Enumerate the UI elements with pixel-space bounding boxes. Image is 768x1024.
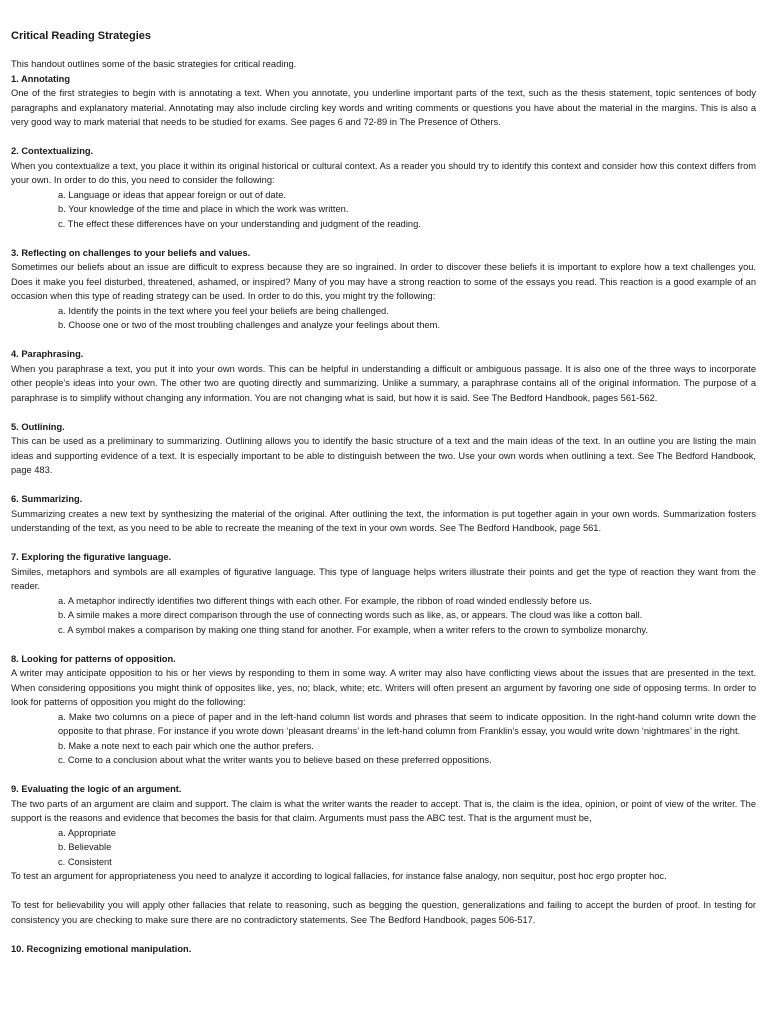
section-heading: 8. Looking for patterns of opposition. (11, 653, 176, 664)
section-body: Sometimes our beliefs about an issue are difficult to express because they are so ingrained. In order to discover these beliefs it is important to explore how a text challenges you. Does it make you feel disturbed, threatened, ashamed, or inspired? Many of you may have a strong reaction to some of the essays you read. This reaction is a good example of an occasion when this type of reading strategy can be used. In order to do this, you might try the following: (11, 262, 756, 301)
section-heading: 4. Paraphrasing. (11, 349, 84, 359)
list-item: a. A metaphor indirectly identifies two different things with each other. For example, the ribbon of road winded endlessly before us. (58, 595, 592, 606)
section-patterns-of-opposition (11, 652, 756, 768)
page-title: Critical Reading Strategies (11, 30, 151, 42)
section-emotional-manipulation (11, 942, 756, 957)
section-figurative-language (11, 550, 756, 637)
list-item: b. A simile makes a more direct comparison through the use of connecting words such as like, as, or appears. The cloud was like a cotton ball. (58, 610, 643, 620)
section-list (11, 710, 756, 768)
section-body: Similes, metaphors and symbols are all examples of figurative language. This type of language helps writers illustrate their points and get the type of reaction they want from the reader. (11, 566, 756, 591)
section-heading: 9. Evaluating the logic of an argument. (11, 784, 182, 794)
section-annotating (11, 72, 756, 130)
section-reflecting (11, 246, 756, 333)
section-body: Summarizing creates a new text by synthesizing the material of the original. After outlining the text, the information is put together again in your own words. Summarization fosters understanding of the text, as you need to be able to recreate the meaning of the text in your own words. See The Bedford Handbook, page 561. (11, 508, 756, 533)
section-outlining (11, 420, 756, 478)
section-heading: 3. Reflecting on challenges to your beliefs and values. (11, 247, 251, 258)
section-body: One of the first strategies to begin with is annotating a text. When you annotate, you underline important parts of the text, such as the thesis statement, topic sentences of body paragraphs and explanatory material. Annotating may also include circling key words and writing comments or questions you have about the material in the margins. This is also a very good way to mark material that needs to be studied for exams. See pages 6 and 72-89 in The Presence of Others. (11, 88, 756, 127)
section-heading: 1. Annotating (11, 73, 71, 84)
list-item: c. The effect these differences have on your understanding and judgment of the reading. (58, 218, 421, 229)
list-item: a. Make two columns on a piece of paper and in the left-hand column list words and phrases that seem to indicate opposition. In the right-hand column write down the opposite to that phrase. For instance if you wrote down ‘pleasant dreams’ in the left-hand column from Franklin’s essay, you would write down ‘nightmares’ in the right. (58, 711, 756, 736)
list-item: b. Choose one or two of the most troubling challenges and analyze your feelings about them. (58, 320, 440, 330)
list-item: b. Believable (58, 842, 112, 852)
section-body: When you paraphrase a text, you put it into your own words. This can be helpful in understanding a difficult or ambiguous passage. It is also one of the three ways to incorporate other people’s ideas into your own. The other two are quoting directly and summarizing. Unlike a summary, a paraphrase contains all of the original information. The purpose of a paraphrase is to simplify without changing any information. You are not changing what is said, but how it is said. See The Bedford Handbook, pages 561-562. (11, 363, 756, 403)
section-contextualizing (11, 144, 756, 231)
section-body: The two parts of an argument are claim and support. The claim is what the writer wants the reader to accept. That is, the claim is the idea, opinion, or point of view of the writer. The support is the reasons and evidence that becomes the basis for that claim. Arguments must pass the ABC test. That is the argument must be, (11, 798, 756, 823)
list-item: a. Identify the points in the text where you feel your beliefs are being challenged. (58, 305, 389, 316)
list-item: c. Consistent (58, 856, 112, 867)
section-paraphrasing (11, 347, 756, 405)
list-item: c. Come to a conclusion about what the writer wants you to believe based on these preferred oppositions. (58, 755, 492, 765)
section-heading: 6. Summarizing. (11, 494, 83, 504)
section-heading: 7. Exploring the figurative language. (11, 552, 172, 562)
section-heading: 5. Outlining. (11, 421, 65, 432)
list-item: b. Your knowledge of the time and place in which the work was written. (58, 204, 349, 214)
section-list (11, 594, 756, 638)
section-list (11, 304, 756, 333)
section-list (11, 826, 756, 870)
section-body: This can be used as a preliminary to summarizing. Outlining allows you to identify the basic structure of a text and the main ideas of the text. In an outline you are listing the main ideas and supporting evidence of a text. It is especially important to be able to distinguish between the two. Use your own words when outlining a text. See The Bedford Handbook, page 483. (11, 436, 756, 475)
section-body: When you contextualize a text, you place it within its original historical or cultural context. As a reader you should try to identify this context and consider how this context differs from your own. In order to do this, you need to consider the following: (11, 160, 756, 185)
section-body-continued: To test an argument for appropriateness you need to analyze it according to logical fallacies, for instance false analogy, non sequitur, post hoc ergo propter hoc. (11, 871, 667, 881)
section-summarizing (11, 492, 756, 536)
intro-paragraph: This handout outlines some of the basic strategies for critical reading. (11, 59, 297, 69)
section-body-continued: To test for believability you will apply other fallacies that relate to reasoning, such as begging the question, generalizations and failing to accept the burden of proof. In testing for consistency you are checking to make sure there are no contradictory statements. See The Bedford Handbook, pages 506-517. (11, 900, 756, 925)
paragraph-gap (11, 884, 756, 899)
list-item: c. A symbol makes a comparison by making one thing stand for another. For example, when a writer refers to the crown to symbolize monarchy. (58, 624, 648, 635)
section-list (11, 188, 756, 232)
list-item: a. Appropriate (58, 827, 116, 838)
list-item: b. Make a note next to each pair which one the author prefers. (58, 740, 314, 751)
section-heading: 2. Contextualizing. (11, 146, 94, 156)
section-body: A writer may anticipate opposition to his or her views by responding to them in some way. A writer may also have conflicting views about the issues that are presented in the text. When considering oppositions you might think of opposites like, yes, no; black, white; etc. Writers will often present an argument by favoring one side of opposing terms. In order to look for patterns of opposition you might do the following: (11, 668, 756, 707)
list-item: a. Language or ideas that appear foreign or out of date. (58, 189, 286, 200)
section-logic-of-argument (11, 782, 756, 927)
section-heading: 10. Recognizing emotional manipulation. (11, 943, 192, 954)
